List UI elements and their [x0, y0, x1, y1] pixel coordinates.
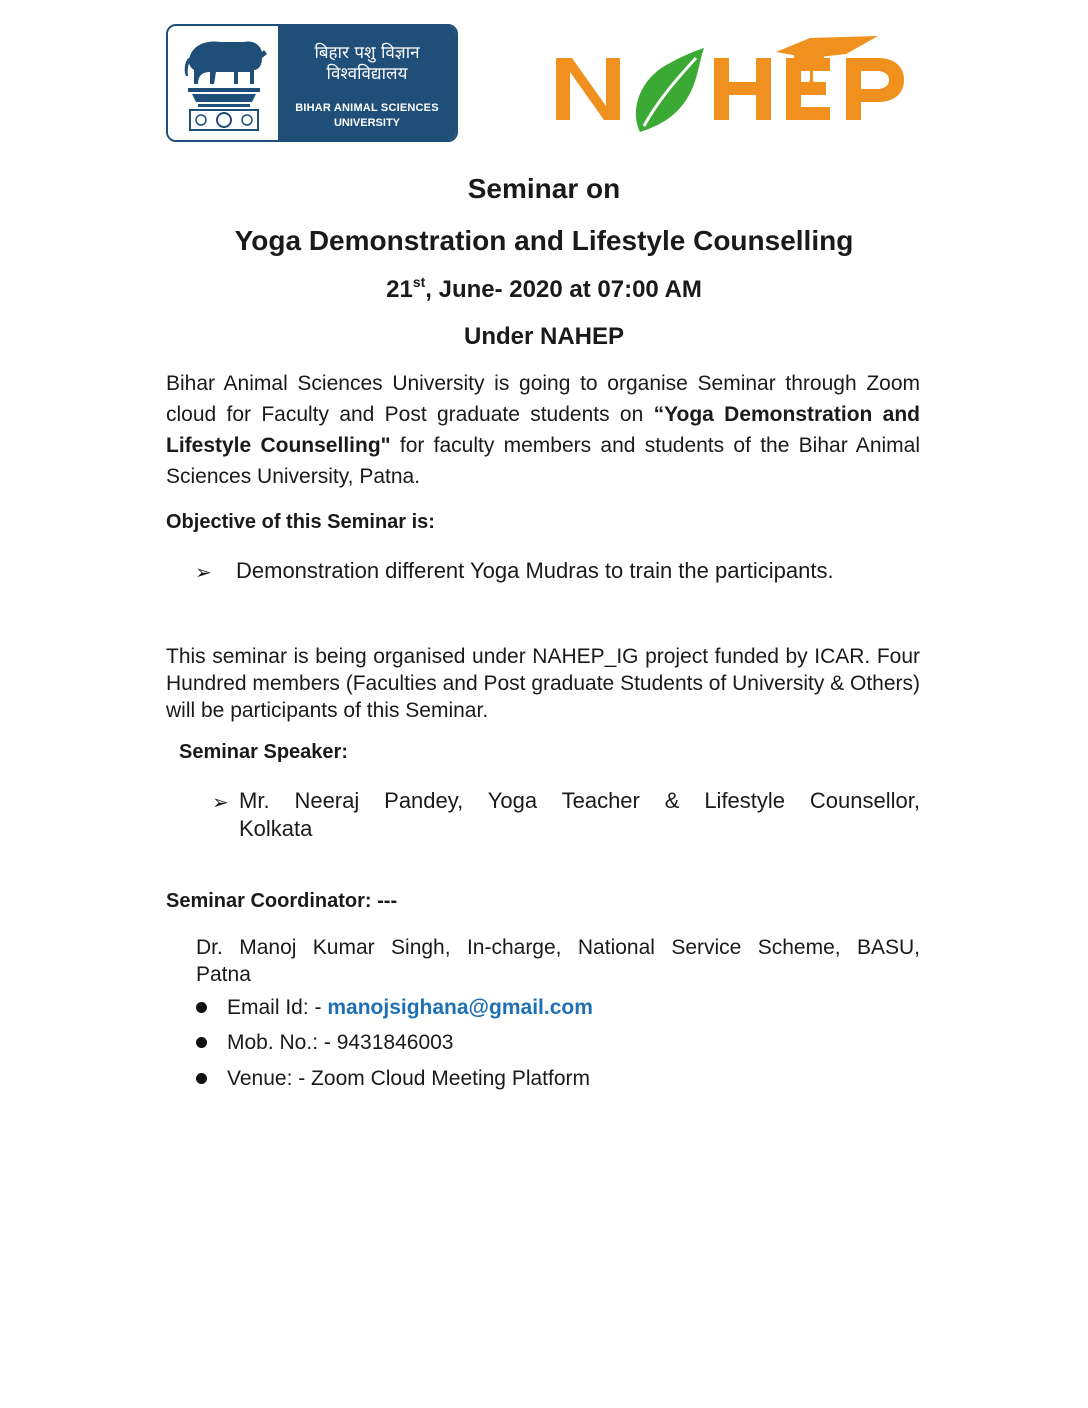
- intro-bold-title: “Yoga Demonstration and Lifestyle Counselling": [166, 403, 920, 457]
- coordinator-name-line-2: Patna: [196, 963, 251, 986]
- nahep-logo: [548, 28, 958, 138]
- email-label: Email Id: -: [227, 996, 328, 1019]
- email-link[interactable]: manojsighana@gmail.com: [327, 996, 593, 1019]
- coordinator-name: [196, 934, 920, 988]
- bullet-dot-icon: [196, 1073, 207, 1084]
- speaker-line-1: Mr. Neeraj Pandey, Yoga Teacher & Lifestyle Counsellor,: [239, 788, 920, 813]
- basu-hindi-name-line-2: विश्वविद्यालय: [326, 64, 408, 84]
- intro-paragraph: [166, 368, 920, 492]
- bullet-dot-icon: [196, 1002, 207, 1013]
- bullet-dot-icon: [196, 1037, 207, 1048]
- basu-name-panel: [278, 26, 456, 140]
- basu-logo: [166, 24, 458, 142]
- objective-label: Objective of this Seminar is:: [166, 511, 435, 533]
- speaker-item: [239, 787, 920, 843]
- seminar-program-line: Under NAHEP: [463, 323, 625, 350]
- intro-part-2: for faculty members and students of the Bihar Animal Sciences University, Patna.: [166, 434, 921, 488]
- intro-part-1: Bihar Animal Sciences University is going to organise Seminar through Zoom cloud for Faculty and Post graduate students on: [166, 372, 920, 426]
- basu-hindi-name-line-1: बिहार पशु विज्ञान: [314, 43, 420, 63]
- bull-emblem-icon: [168, 26, 278, 140]
- arrow-bullet-icon: ➢: [195, 562, 212, 584]
- seminar-date-time: [0, 276, 1088, 304]
- arrow-bullet-icon: ➢: [212, 792, 229, 814]
- basu-english-name-line-2: UNIVERSITY: [333, 117, 400, 129]
- venue-text: Venue: - Zoom Cloud Meeting Platform: [227, 1067, 591, 1090]
- date-rest: , June- 2020 at 07:00 AM: [425, 276, 702, 303]
- objective-item: Demonstration different Yoga Mudras to train the participants.: [236, 558, 834, 583]
- project-paragraph: This seminar is being organised under NAHEP_IG project funded by ICAR. Four Hundred members (Faculties and Post graduate Students of University & Others) will be participants of this Seminar.: [166, 645, 921, 722]
- seminar-topic-title: Yoga Demonstration and Lifestyle Counselling: [234, 225, 854, 256]
- speaker-line-2: Kolkata: [239, 816, 313, 841]
- coordinator-name-line-1: Dr. Manoj Kumar Singh, In-charge, National Service Scheme, BASU,: [196, 936, 920, 959]
- coordinator-label: Seminar Coordinator: ---: [166, 890, 398, 912]
- date-suffix: st: [412, 274, 426, 290]
- date-day: 21: [386, 276, 413, 303]
- speaker-label: Seminar Speaker:: [179, 741, 348, 763]
- basu-english-name-line-1: BIHAR ANIMAL SCIENCES: [295, 102, 439, 114]
- mobile-number: Mob. No.: - 9431846003: [227, 1031, 454, 1054]
- seminar-title-line-1: Seminar on: [467, 173, 621, 204]
